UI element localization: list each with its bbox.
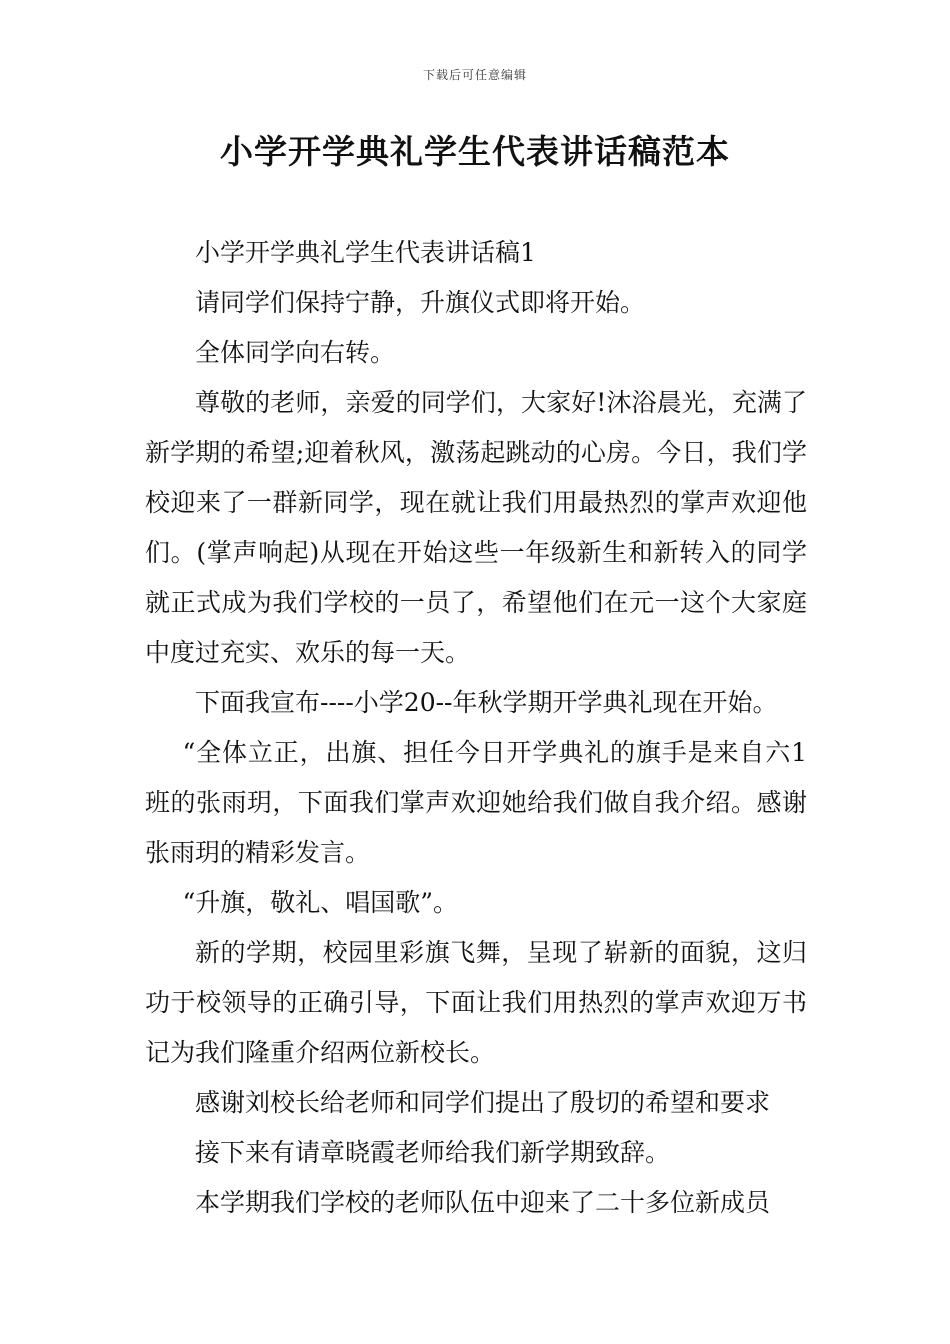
header-note: 下载后可任意编辑 [422, 68, 527, 82]
paragraph: “全体立正，出旗、担任今日开学典礼的旗手是来自六1班的张雨玥，下面我们掌声欢迎她给我们做自我介绍。感谢张雨玥的精彩发言。 [145, 738, 807, 867]
paragraph-section-heading: 小学开学典礼学生代表讲话稿1 [195, 238, 536, 267]
document-title: 小学开学典礼学生代表讲话稿范本 [220, 132, 730, 171]
paragraph: 接下来有请章晓霞老师给我们新学期致辞。 [195, 1138, 671, 1167]
paragraph: 感谢刘校长给老师和同学们提出了殷切的希望和要求 [195, 1088, 771, 1117]
paragraph: 本学期我们学校的老师队伍中迎来了二十多位新成员 [195, 1188, 771, 1217]
paragraph: 下面我宣布----小学20--年秋学期开学典礼现在开始。 [195, 688, 778, 717]
paragraph: 请同学们保持宁静，升旗仪式即将开始。 [195, 288, 646, 317]
paragraph: 新的学期，校园里彩旗飞舞，呈现了崭新的面貌，这归功于校领导的正确引导，下面让我们用热烈的掌声欢迎万书记为我们隆重介绍两位新校长。 [145, 938, 807, 1067]
paragraph: 尊敬的老师，亲爱的同学们，大家好!沐浴晨光，充满了新学期的希望;迎着秋风，激荡起跳动的心房。今日，我们学校迎来了一群新同学，现在就让我们用最热烈的掌声欢迎他们。(掌声响起)从现在开始这些一年级新生和新转入的同学就正式成为我们学校的一员了，希望他们在元一这个大家庭中度过充实、欢乐的每一天。 [145, 388, 807, 667]
paragraph: 全体同学向右转。 [195, 338, 396, 367]
paragraph: “升旗，敬礼、唱国歌”。 [182, 888, 459, 917]
document-body [145, 228, 807, 1228]
